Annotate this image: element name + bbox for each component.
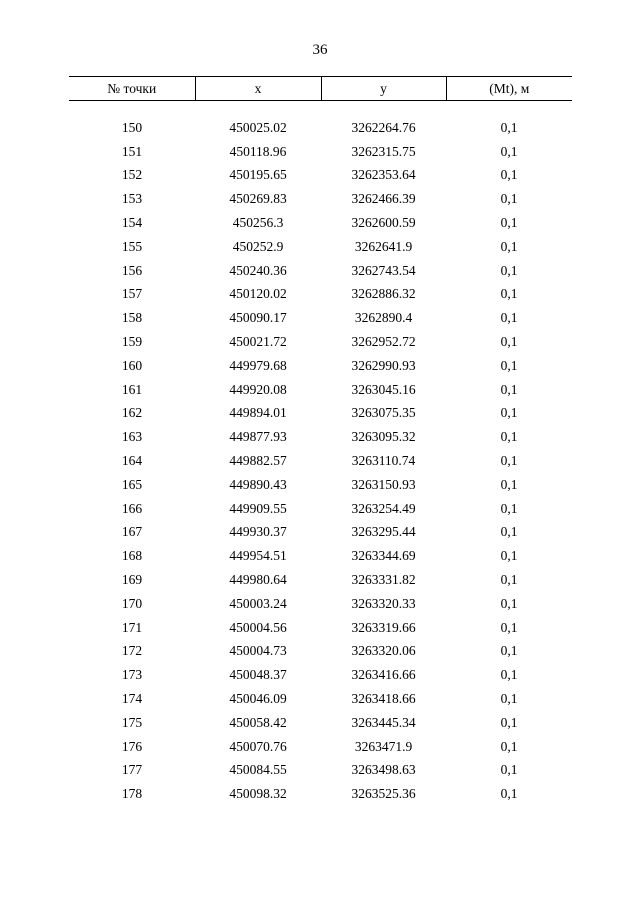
header-accuracy: (Mt), м: [446, 77, 572, 101]
cell-point-number: 170: [121, 595, 143, 611]
cell-y: 3262890.4: [354, 310, 413, 326]
table-row: [69, 782, 572, 806]
table-row: [69, 402, 572, 426]
cell-x: 449894.01: [229, 405, 287, 421]
cell-y: 3263254.49: [351, 500, 416, 516]
cell-y: 3263320.06: [351, 643, 416, 659]
table-row: [69, 521, 572, 545]
cell-x: 450195.65: [229, 167, 287, 183]
table-row: [69, 330, 572, 354]
table-row: [69, 378, 572, 402]
cell-accuracy: 0,1: [500, 143, 518, 159]
cell-y: 3263075.35: [351, 405, 416, 421]
cell-x: 449930.37: [229, 524, 287, 540]
cell-x: 450021.72: [229, 334, 287, 350]
cell-x: 450046.09: [229, 691, 287, 707]
cell-accuracy: 0,1: [500, 476, 518, 492]
table-row: [69, 711, 572, 735]
cell-point-number: 169: [121, 572, 143, 588]
cell-x: 449882.57: [229, 453, 287, 469]
cell-point-number: 158: [121, 310, 143, 326]
cell-accuracy: 0,1: [500, 643, 518, 659]
header-y: y: [321, 77, 446, 101]
cell-y: 3263095.32: [351, 429, 416, 445]
table-row: [69, 187, 572, 211]
cell-accuracy: 0,1: [500, 262, 518, 278]
cell-y: 3263045.16: [351, 381, 416, 397]
cell-accuracy: 0,1: [500, 667, 518, 683]
cell-point-number: 176: [121, 738, 143, 754]
coordinates-table: [69, 76, 572, 806]
table-row: [69, 473, 572, 497]
cell-accuracy: 0,1: [500, 786, 518, 802]
table-row: [69, 687, 572, 711]
cell-x: 450048.37: [229, 667, 287, 683]
page-number: 36: [312, 42, 328, 58]
table-row: [69, 354, 572, 378]
cell-accuracy: 0,1: [500, 572, 518, 588]
cell-accuracy: 0,1: [500, 191, 518, 207]
cell-accuracy: 0,1: [500, 500, 518, 516]
cell-x: 449909.55: [229, 500, 287, 516]
cell-accuracy: 0,1: [500, 238, 518, 254]
cell-point-number: 154: [121, 215, 143, 231]
cell-point-number: 168: [121, 548, 143, 564]
cell-accuracy: 0,1: [500, 286, 518, 302]
cell-point-number: 159: [121, 334, 143, 350]
cell-y: 3263418.66: [351, 691, 416, 707]
cell-accuracy: 0,1: [500, 381, 518, 397]
cell-accuracy: 0,1: [500, 119, 518, 135]
cell-point-number: 164: [121, 453, 143, 469]
header-row: [69, 77, 572, 101]
cell-point-number: 175: [121, 714, 143, 730]
cell-point-number: 155: [121, 238, 143, 254]
cell-y: 3263498.63: [351, 762, 416, 778]
cell-accuracy: 0,1: [500, 714, 518, 730]
cell-point-number: 166: [121, 500, 143, 516]
header-spacer: [69, 101, 572, 117]
cell-point-number: 165: [121, 476, 143, 492]
cell-accuracy: 0,1: [500, 548, 518, 564]
header-point-number: № точки: [69, 77, 195, 101]
cell-x: 450090.17: [229, 310, 287, 326]
cell-point-number: 153: [121, 191, 143, 207]
cell-x: 450070.76: [229, 738, 287, 754]
cell-y: 3262952.72: [351, 334, 416, 350]
cell-point-number: 160: [121, 357, 143, 373]
cell-point-number: 151: [121, 143, 143, 159]
cell-x: 449954.51: [229, 548, 287, 564]
cell-x: 450240.36: [229, 262, 287, 278]
cell-point-number: 163: [121, 429, 143, 445]
cell-accuracy: 0,1: [500, 691, 518, 707]
cell-point-number: 178: [121, 786, 143, 802]
cell-y: 3263319.66: [351, 619, 416, 635]
cell-x: 450003.24: [229, 595, 287, 611]
table-body: [69, 101, 572, 807]
cell-y: 3263150.93: [351, 476, 416, 492]
table-row: [69, 568, 572, 592]
table-row: [69, 140, 572, 164]
table-row: [69, 544, 572, 568]
cell-y: 3262353.64: [351, 167, 416, 183]
cell-accuracy: 0,1: [500, 405, 518, 421]
cell-y: 3262641.9: [354, 238, 413, 254]
table-row: [69, 640, 572, 664]
cell-point-number: 152: [121, 167, 143, 183]
table-row: [69, 425, 572, 449]
cell-accuracy: 0,1: [500, 215, 518, 231]
table-row: [69, 449, 572, 473]
cell-point-number: 161: [121, 381, 143, 397]
cell-y: 3263320.33: [351, 595, 416, 611]
table-row: [69, 497, 572, 521]
cell-y: 3263110.74: [351, 453, 416, 469]
cell-x: 449980.64: [229, 572, 287, 588]
table-row: [69, 759, 572, 783]
cell-y: 3263525.36: [351, 786, 416, 802]
cell-accuracy: 0,1: [500, 762, 518, 778]
cell-point-number: 156: [121, 262, 143, 278]
cell-point-number: 167: [121, 524, 143, 540]
cell-y: 3262990.93: [351, 357, 416, 373]
cell-y: 3262743.54: [351, 262, 416, 278]
table-row: [69, 211, 572, 235]
cell-accuracy: 0,1: [500, 738, 518, 754]
cell-x: 450058.42: [229, 714, 287, 730]
table-row: [69, 735, 572, 759]
cell-point-number: 157: [121, 286, 143, 302]
cell-y: 3263416.66: [351, 667, 416, 683]
cell-y: 3263295.44: [351, 524, 416, 540]
cell-x: 450025.02: [229, 119, 287, 135]
cell-point-number: 150: [121, 119, 143, 135]
header-x: x: [195, 77, 321, 101]
cell-x: 449979.68: [229, 357, 287, 373]
cell-x: 450120.02: [229, 286, 287, 302]
cell-y: 3263331.82: [351, 572, 416, 588]
cell-y: 3262264.76: [351, 119, 416, 135]
table-row: [69, 164, 572, 188]
cell-y: 3263471.9: [354, 738, 413, 754]
cell-point-number: 174: [121, 691, 143, 707]
table-header: [69, 77, 572, 101]
cell-y: 3262315.75: [351, 143, 416, 159]
cell-accuracy: 0,1: [500, 619, 518, 635]
table-row: [69, 306, 572, 330]
cell-y: 3262886.32: [351, 286, 416, 302]
cell-accuracy: 0,1: [500, 453, 518, 469]
cell-point-number: 162: [121, 405, 143, 421]
cell-point-number: 173: [121, 667, 143, 683]
cell-x: 449877.93: [229, 429, 287, 445]
cell-y: 3263344.69: [351, 548, 416, 564]
cell-point-number: 171: [121, 619, 143, 635]
cell-y: 3262466.39: [351, 191, 416, 207]
cell-accuracy: 0,1: [500, 310, 518, 326]
cell-accuracy: 0,1: [500, 357, 518, 373]
cell-accuracy: 0,1: [500, 429, 518, 445]
cell-accuracy: 0,1: [500, 167, 518, 183]
cell-x: 450252.9: [232, 238, 284, 254]
cell-y: 3262600.59: [351, 215, 416, 231]
cell-x: 450269.83: [229, 191, 287, 207]
table-row: [69, 235, 572, 259]
table-row: [69, 116, 572, 140]
cell-point-number: 172: [121, 643, 143, 659]
cell-x: 450256.3: [232, 215, 284, 231]
cell-x: 450118.96: [229, 143, 287, 159]
table-row: [69, 663, 572, 687]
cell-y: 3263445.34: [351, 714, 416, 730]
cell-x: 449890.43: [229, 476, 287, 492]
cell-accuracy: 0,1: [500, 334, 518, 350]
cell-x: 450084.55: [229, 762, 287, 778]
table-row: [69, 592, 572, 616]
table-row: [69, 616, 572, 640]
cell-x: 450098.32: [229, 786, 287, 802]
table-row: [69, 259, 572, 283]
cell-point-number: 177: [121, 762, 143, 778]
cell-x: 450004.73: [229, 643, 287, 659]
cell-accuracy: 0,1: [500, 595, 518, 611]
table-row: [69, 283, 572, 307]
cell-accuracy: 0,1: [500, 524, 518, 540]
cell-x: 450004.56: [229, 619, 287, 635]
cell-x: 449920.08: [229, 381, 287, 397]
